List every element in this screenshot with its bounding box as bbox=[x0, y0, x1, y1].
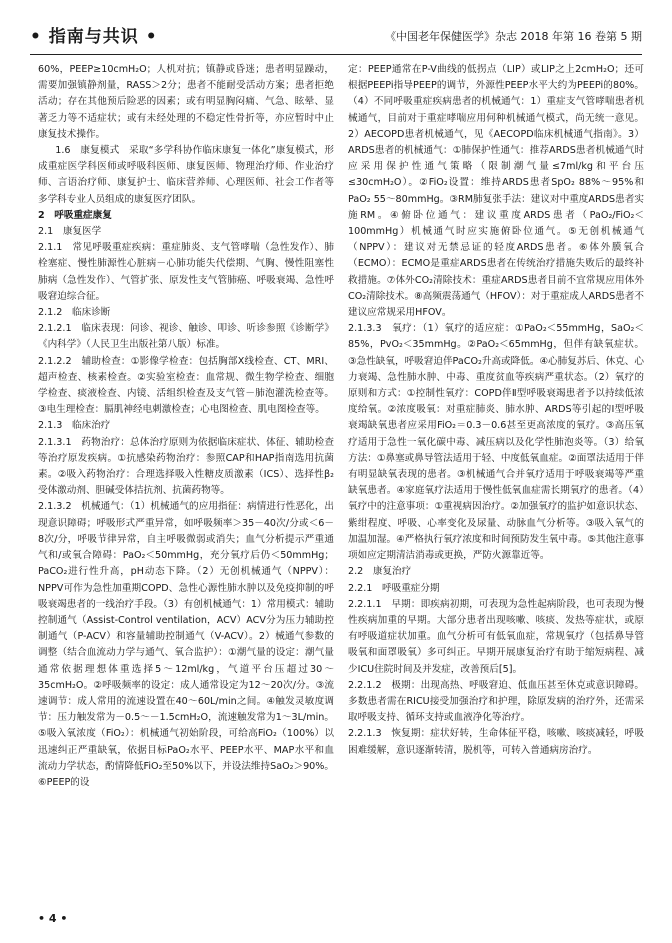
paragraph: 2.1.3.1 药物治疗：总体治疗原则为依据临床症状、体征、辅助检查等治疗原发疾病。①抗感染药物治疗：参照CAP和HAP指南选用抗菌素。②吸入药物治疗：合理选择吸入性糖皮质激素（ICS）、选择性β₂受体激动剂、胆碱受体拮抗剂、抗菌药物等。 bbox=[38, 436, 334, 497]
paragraph: 2.1.3.2 机械通气：（1）机械通气的应用指征：病情进行性恶化，出现意识障碍；呼吸形式严重异常，如呼吸频率＞35－40次/分或＜6－8次/分，呼吸节律异常，自主呼吸微弱或消失；血气分析提示严重通气和/或氧合障碍：PaO₂＜50mmHg，充分氧疗后仍＜50mmHg；PaCO₂进行性升高，pH动态下降。（2）无创机械通气（NPPV）：NPPV可作为急性加重期COPD、急性心源性肺水肿以及免疫抑制的呼吸衰竭患者的一线治疗手段。（3）有创机械通气：1）常用模式：辅助控制通气（Assist-Control ventilation，ACV）ACV分为压力辅助控制通气（P-ACV）和容量辅助控制通气（V-ACV）。2）械通气参数的调整（结合血流动力学与通气、氧合监护）：①潮气量的设定：潮气量通常依据理想体重选择5～12ml/kg，气道平台压超过30～35cmH₂O。②呼吸频率的设定：成人通常设定为12～20次/分。③流速调节：成人常用的流速设置在40～60L/min之间。④触发灵敏度调节：压力触发常为－0.5～－1.5cmH₂O，流速触发常为1～3L/min。⑤吸入氧浓度（FiO₂）：机械通气初始阶段，可给高FiO₂（100%）以迅速纠正严重缺氧，依据目标PaO₂水平、PEEP水平、MAP水平和血流动力学状态，酌情降低FiO₂至50%以下，并设法维持SaO₂＞90%。⑥PEEP的设 bbox=[38, 501, 334, 788]
paragraph: 2.1.1 常见呼吸重症疾病：重症肺炎、支气管哮喘（急性发作）、肺栓塞症、慢性肺源性心脏病－心肺功能失代偿期、气胸、慢性阻塞性肺病（急性发作）、气管扩张、原发性支气管肺癌、呼吸衰竭、急性呼吸窘迫综合征。 bbox=[38, 242, 334, 302]
paragraph: 2.2.1 呼吸重症分期 bbox=[348, 582, 440, 594]
paragraph: 定：PEEP通常在P-V曲线的低拐点（LIP）或LIP之上2cmH₂O；还可根据PEEPi指导PEEP的调节，外源性PEEP水平大约为PEEPi的80%。（4）不同呼吸重症疾病患者的机械通气：1）重症支气管哮喘患者机械通气，目前对于重症哮喘应用何种机械通气模式，尚无统一意见。2）AECOPD患者机械通气，见《AECOPD临床机械通气指南》。3）ARDS患者的机械通气：①肺保护性通气：推荐ARDS患者机械通气时应采用保护性通气策略（限制潮气量≤7ml/kg和平台压≤30cmH₂O）。②FiO₂设置：维持ARDS患者SpO₂ 88%～95%和PaO₂ 55～80mmHg。③RM肺复张手法：建议对中重度ARDS患者实施RM。④俯卧位通气：建议重度ARDS患者（PaO₂/FiO₂＜100mmHg）机械通气时应实施俯卧位通气。⑤无创机械通气（NPPV）：建议对无禁忌证的轻度ARDS患者。⑥体外膜氧合（ECMO）：ECMO是重症ARDS患者在传统治疗措施失败后的最终补救措施。⑦体外CO₂清除技术：重症ARDS患者目前不宜常规应用体外CO₂清除技术。⑧高频震荡通气（HFOV）：对于重症成人ARDS患者不建议应常规采用HFOV。 bbox=[348, 64, 644, 319]
header-rule bbox=[30, 54, 642, 55]
paragraph: 2.2.1.2 极期：出现高热、呼吸窘迫、低血压甚至休克或意识障碍。多数患者需在RICU接受加强治疗和护理，除原发病的治疗外，还需采取呼吸支持、循环支持或血液净化等治疗。 bbox=[348, 679, 644, 724]
journal-info: 《中国老年保健医学》杂志 2018 年第 16 卷第 5 期 bbox=[385, 30, 642, 43]
left-column bbox=[38, 62, 334, 791]
paragraph: 2.2.1.1 早期：即疾病初期，可表现为急性起病阶段，也可表现为慢性疾病加重的早期。大部分患者出现咳嗽、咳痰、发热等症状，或原有呼吸道症状加重。血气分析可有低氧血症，常规氧疗（包括鼻导管吸氧和面罩吸氧）多可纠正。早期开展康复治疗有助于缩短病程、减少ICU住院时间及并发症，改善预后[5]。 bbox=[348, 598, 644, 675]
page-number: • 4 • bbox=[38, 912, 68, 925]
right-column bbox=[348, 62, 644, 759]
paragraph: 2.1 康复医学 bbox=[38, 226, 102, 238]
page-header bbox=[30, 18, 642, 52]
paragraph: 2.1.2.1 临床表现：问诊、视诊、触诊、叩诊、听诊参照《诊断学》《内科学》（人民卫生出版社第八版）标准。 bbox=[38, 323, 334, 351]
paragraph: 2.2.1.3 恢复期：症状好转，生命体征平稳，咳嗽、咳痰减轻，呼吸困难缓解，意识逐渐转清，脱机等，可转入普通病房治疗。 bbox=[348, 728, 644, 756]
paragraph: 2.1.3.3 氧疗：（1）氧疗的适应症：①PaO₂＜55mmHg，SaO₂＜85%，PvO₂＜35mmHg。②PaO₂＜65mmHg，但伴有缺氧症状。③急性缺氧，呼吸窘迫伴PaCO₂升高或降低。④心肺复苏后、休克、心力衰竭、急性肺水肿、中毒、重度贫血等疾病严重状态。（2）氧疗的原则和方式：①控制性氧疗：COPD伴Ⅱ型呼吸衰竭患者予以持续低浓度给氧。②浓度吸氧：对重症肺炎、肺水肿、ARDS等引起的Ⅰ型呼吸衰竭缺氧患者应采用FiO₂＝0.3－0.6甚至更高浓度的氧疗。③高压氧疗适用于急性一氧化碳中毒、减压病以及化学性肺泡炎等。（3）给氧方法：①鼻塞或鼻导管法适用于轻、中度低氧血症。②面罩法适用于伴有明显缺氧表现的患者。③机械通气合并氧疗适用于呼吸衰竭等严重缺氧患者。④家庭氧疗法适用于慢性低氧血症需长期氧疗的患者。（4）氧疗中的注意事项：①重视病因治疗。②加强氧疗的监护如意识状态、紫绀程度、呼吸、心率变化及尿量、动脉血气分析等。③吸入氧气的加温加湿。④严格执行氧疗浓度和时间预防发生氧中毒。⑤其他注意事项如应定期清洁消毒或更换，严防火源靠近等。 bbox=[348, 323, 644, 562]
paragraph: 2.1.2 临床诊断 bbox=[38, 307, 111, 319]
paragraph: 2.2 康复治疗 bbox=[348, 566, 412, 578]
paragraph: 60%，PEEP≥10cmH₂O；人机对抗；镇静或昏迷；患者明显躁动，需要加强镇静剂量，RASS＞2分；患者不能耐受活动方案；患者拒绝活动；存在其他预后险恶的因素；或有明显胸闷痛、气急、眩晕、显著乏力等不适症状；或有未经处理的不稳定性骨折等，亦应暂时中止康复技术操作。 bbox=[38, 64, 334, 140]
paragraph: 2 呼吸重症康复 bbox=[38, 209, 112, 221]
paragraph: 2.1.2.2 辅助检查：①影像学检查：包括胸部X线检查、CT、MRI、超声检查、核素检查。②实验室检查：血常规、微生物学检查、细胞学检查、痰液检查、内镜、活组织检查及支气管－肺泡灌洗检查等。③电生理检查：膈肌神经电刺激检查；心电图检查、肌电图检查等。 bbox=[38, 355, 334, 416]
paragraph: 2.1.3 临床治疗 bbox=[38, 420, 111, 432]
paragraph: 1.6 康复模式 采取“多学科协作临床康复一体化”康复模式，形成重症医学科医师或呼吸科医师、康复医师、物理治疗师、作业治疗师、言语治疗师、康复护士、临床营养师、心理医师、社会工作者等多学科专业人员组成的康复医疗团队。 bbox=[38, 145, 334, 205]
section-title: • 指南与共识 • bbox=[30, 27, 158, 47]
